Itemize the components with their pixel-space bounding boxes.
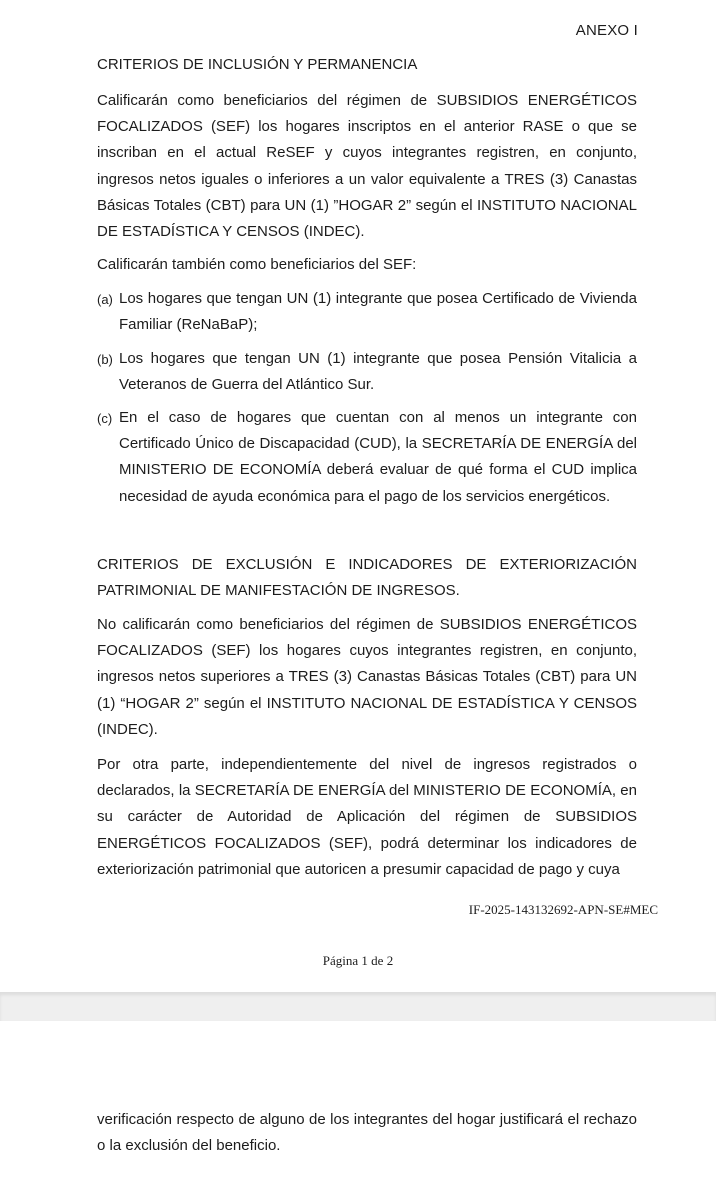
list-item-b: [97, 346, 637, 398]
section-heading-inclusion: CRITERIOS DE INCLUSIÓN Y PERMANENCIA: [97, 56, 418, 73]
paragraph-patrimonial-indicators: Por otra parte, independientemente del nivel de ingresos registrados o declarados, la SECRETARÍA DE ENERGÍA del MINISTERIO DE ECONOMÍA, en su carácter de Autoridad de Aplicación del régimen de SUBSIDIOS ENERGÉTICOS FOCALIZADOS (SEF), podrá determinar los indicadores de exteriorización patrimonial que autoricen a presumir capacidad de pago y cuya: [97, 756, 637, 878]
annex-label: ANEXO I: [575, 22, 638, 39]
section-heading-exclusion: CRITERIOS DE EXCLUSIÓN E INDICADORES DE EXTERIORIZACIÓN PATRIMONIAL DE MANIFESTACIÓN DE INGRESOS.: [97, 556, 637, 599]
list-item-letter: (a): [97, 292, 113, 307]
page-separator: [0, 992, 716, 1021]
page-number: Página 1 de 2: [322, 953, 394, 968]
paragraph-exclusion-criteria: No calificarán como beneficiarios del régimen de SUBSIDIOS ENERGÉTICOS FOCALIZADOS (SEF) los hogares cuyos integrantes registren, en conjunto, ingresos netos superiores a TRES (3) Canastas Básicas Totales (CBT) para UN (1) “HOGAR 2” según el INSTITUTO NACIONAL DE ESTADÍSTICA Y CENSOS (INDEC).: [97, 616, 637, 738]
paragraph-continuation: verificación respecto de alguno de los integrantes del hogar justificará el rechazo o la exclusión del beneficio.: [97, 1111, 637, 1155]
list-item-text: En el caso de hogares que cuentan con al menos un integrante con Certificado Único de Discapacidad (CUD), la SECRETARÍA DE ENERGÍA del MINISTERIO DE ECONOMÍA deberá evaluar de qué forma el CUD implica necesidad de ayuda económica para el pago de los servicios energéticos.: [119, 409, 637, 505]
paragraph-inclusion-criteria: Calificarán como beneficiarios del régimen de SUBSIDIOS ENERGÉTICOS FOCALIZADOS (SEF) los hogares inscriptos en el anterior RASE o que se inscriban en el actual ReSEF y cuyos integrantes registren, en conjunto, ingresos netos iguales o inferiores a un valor equivalente a TRES (3) Canastas Básicas Totales (CBT) para UN (1) ”HOGAR 2” según el INSTITUTO NACIONAL DE ESTADÍSTICA Y CENSOS (INDEC).: [97, 92, 637, 241]
list-item-text: Los hogares que tengan UN (1) integrante que posea Certificado de Vivienda Familiar (ReNaBaP);: [119, 290, 637, 334]
list-item-a: [97, 286, 637, 338]
paragraph-also-beneficiaries: Calificarán también como beneficiarios del SEF:: [97, 256, 417, 273]
list-item-letter: (b): [97, 352, 113, 367]
list-item-text: Los hogares que tengan UN (1) integrante que posea Pensión Vitalicia a Veteranos de Guerra del Atlántico Sur.: [119, 350, 637, 394]
list-item-letter: (c): [97, 411, 113, 426]
list-item-c: [97, 405, 637, 510]
document-page-2: [0, 1021, 716, 1200]
document-id: IF-2025-143132692-APN-SE#MEC: [468, 902, 658, 917]
